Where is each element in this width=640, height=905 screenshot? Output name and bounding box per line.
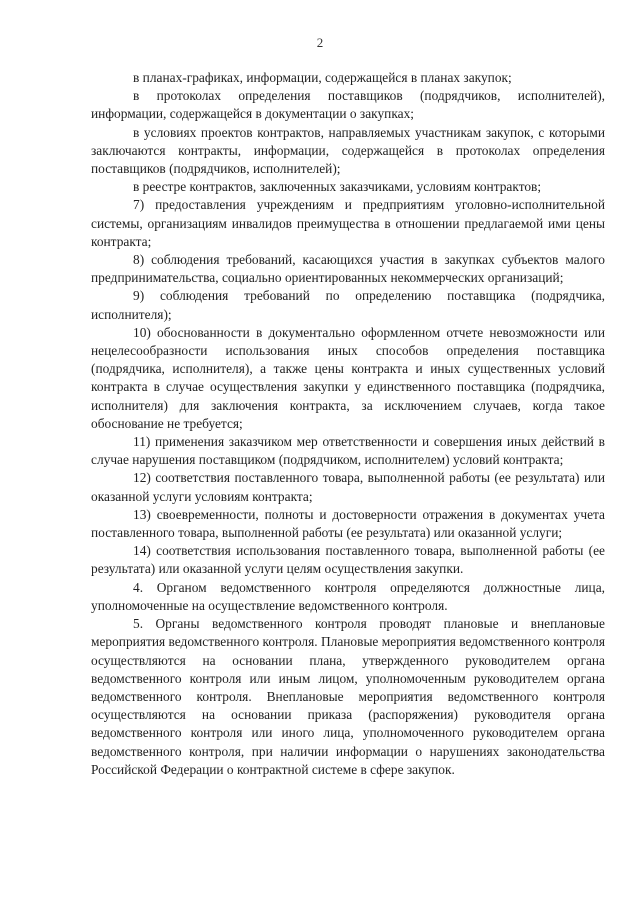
- paragraph: в условиях проектов контрактов, направляемых участникам закупок, с которыми заключаются контракты, информации, содержащейся в протоколах определения поставщиков (подрядчиков, исполнителей);: [91, 124, 605, 177]
- page-number: 2: [316, 35, 324, 50]
- paragraph: 7) предоставления учреждениям и предприятиям уголовно-исполнительной системы, организациям инвалидов преимущества в отношении предлагаемой ими цены контракта;: [91, 197, 605, 249]
- paragraph: 8) соблюдения требований, касающихся участия в закупках субъектов малого предпринимательства, социально ориентированных некоммерческих организаций;: [91, 252, 605, 286]
- paragraph: в реестре контрактов, заключенных заказчиками, условиям контрактов;: [133, 179, 542, 195]
- paragraph: 14) соответствия использования поставленного товара, выполненной работы (ее результата) или оказанной услуги целям осуществления закупки.: [91, 543, 605, 577]
- document-body: [91, 69, 605, 779]
- paragraph: 4. Органом ведомственного контроля определяются должностные лица, уполномоченные на осуществление ведомственного контроля.: [91, 579, 605, 613]
- paragraph: 5. Органы ведомственного контроля проводят плановые и внеплановые мероприятия ведомственного контроля. Плановые мероприятия ведомственного контроля осуществляются на основании плана, утвержденного руководителем органа ведомственного контроля или иным лицом, уполномоченным руководителем органа ведомственного контроля. Внеплановые мероприятия ведомственного контроля осуществляются на основании приказа (распоряжения) руководителя органа ведомственного контроля или иного лица, уполномоченного руководителем органа ведомственного контроля, при наличии информации о нарушениях законодательства Российской Федерации о контрактной системе в сфере закупок.: [91, 616, 605, 777]
- paragraph: 12) соответствия поставленного товара, выполненной работы (ее результата) или оказанной услуги условиям контракта;: [91, 470, 605, 504]
- paragraph: 11) применения заказчиком мер ответственности и совершения иных действий в случае нарушения поставщиком (подрядчиком, исполнителем) условий контракта;: [91, 434, 605, 468]
- paragraph: 9) соблюдения требований по определению поставщика (подрядчика, исполнителя);: [91, 288, 605, 322]
- paragraph: в протоколах определения поставщиков (подрядчиков, исполнителей), информации, содержащейся в документации о закупках;: [91, 88, 605, 122]
- paragraph: в планах-графиках, информации, содержащейся в планах закупок;: [133, 70, 512, 85]
- paragraph: 13) своевременности, полноты и достоверности отражения в документах учета поставленного товара, выполненной работы (ее результата) или оказанной услуги;: [91, 506, 605, 541]
- paragraph: 10) обоснованности в документально оформленном отчете невозможности или нецелесообразности использования иных способов определения поставщика (подрядчика, исполнителя), а также цены контракта и иных существенных условий контракта в случае осуществления закупки у единственного поставщика (подрядчика, исполнителя) для заключения контракта, за исключением случаев, когда такое обоснование не требуется;: [91, 324, 605, 431]
